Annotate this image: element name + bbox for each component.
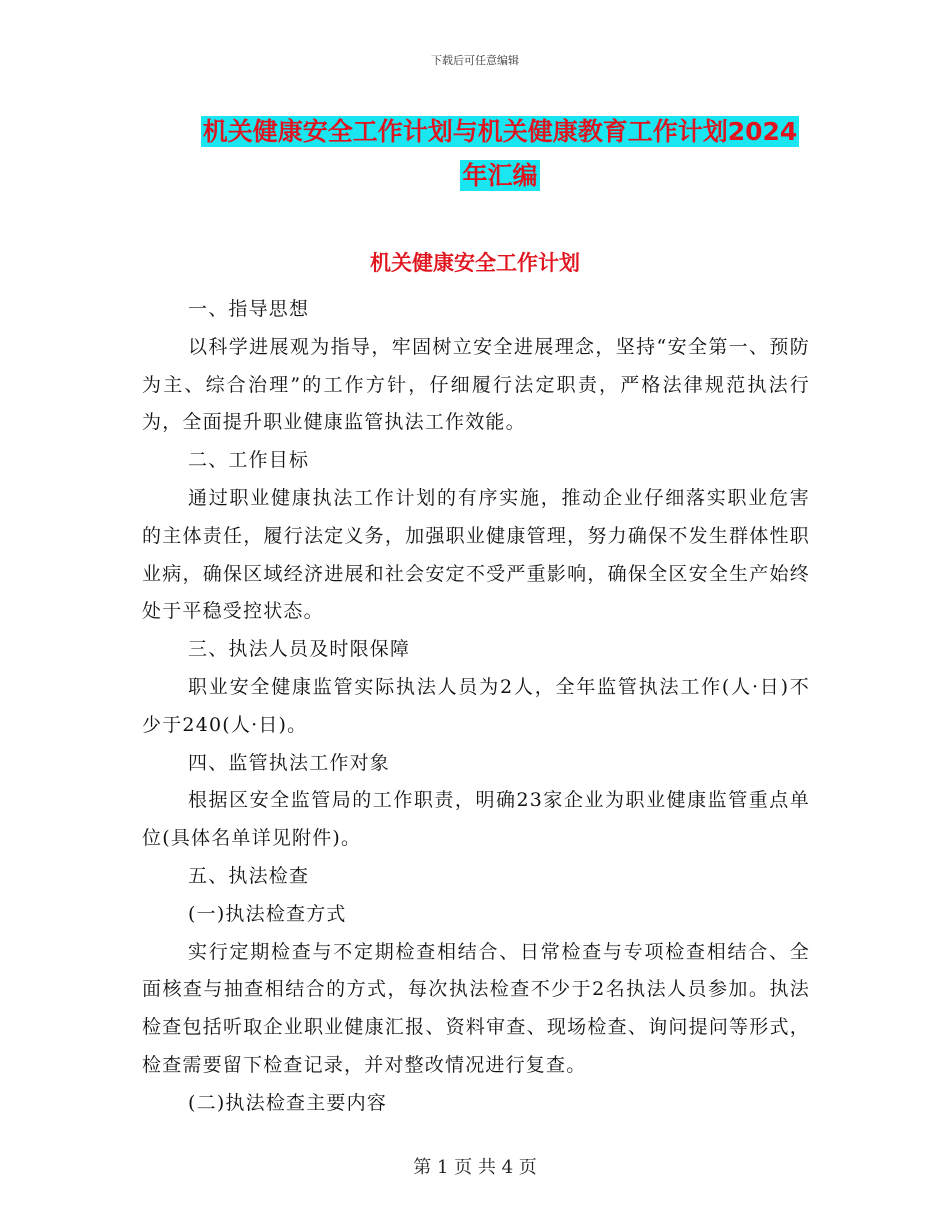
heading-guiding-ideology: 一、指导思想 xyxy=(188,298,310,320)
heading-staffing: 三、执法人员及时限保障 xyxy=(188,638,411,661)
paragraph-guiding-ideology: 以科学进展观为指导，牢固树立安全进展理念，坚持“安全第一、预防为主、综合治理”的工作方针，仔细履行法定职责，严格法律规范执法行为，全面提升职业健康监管执法工作效能。 xyxy=(142,335,810,434)
paragraph-supervision-targets: 根据区安全监管局的工作职责，明确23家企业为职业健康监管重点单位(具体名单详见附件)。 xyxy=(142,789,810,850)
heading-work-goals: 二、工作目标 xyxy=(188,449,310,472)
paragraph-work-goals: 通过职业健康执法工作计划的有序实施，推动企业仔细落实职业危害的主体责任，履行法定义务，加强职业健康管理，努力确保不发生群体性职业病，确保区域经济进展和社会安定不受严重影响，确保全区安全生产始终处于平稳受控状态。 xyxy=(142,486,810,623)
heading-law-enforcement-inspection: 五、执法检查 xyxy=(188,864,310,887)
document-title-line-1: 机关健康安全工作计划与机关健康教育工作计划2024 xyxy=(202,117,798,146)
document-title-line-2: 年汇编 xyxy=(462,161,538,190)
paragraph-inspection-methods: 实行定期检查与不定期检查相结合、日常检查与专项检查相结合、全面核查与抽查相结合的方式，每次执法检查不少于2名执法人员参加。执法检查包括听取企业职业健康汇报、资料审查、现场检查、询问提问等形式，检查需要留下检查记录，并对整改情况进行复查。 xyxy=(142,940,810,1076)
subheading-inspection-content: (二)执法检查主要内容 xyxy=(188,1091,388,1114)
document-body xyxy=(142,291,810,1123)
heading-supervision-targets: 四、监管执法工作对象 xyxy=(188,751,391,774)
page-header-note: 下载后可任意编辑 xyxy=(431,54,519,67)
page-number-footer: 第 1 页 共 4 页 xyxy=(413,1157,537,1178)
section-title: 机关健康安全工作计划 xyxy=(370,251,580,275)
subheading-inspection-methods: (一)执法检查方式 xyxy=(188,902,347,925)
document-title xyxy=(190,110,810,198)
paragraph-staffing: 职业安全健康监管实际执法人员为2人，全年监管执法工作(人·日)不少于240(人·日)。 xyxy=(142,675,810,736)
